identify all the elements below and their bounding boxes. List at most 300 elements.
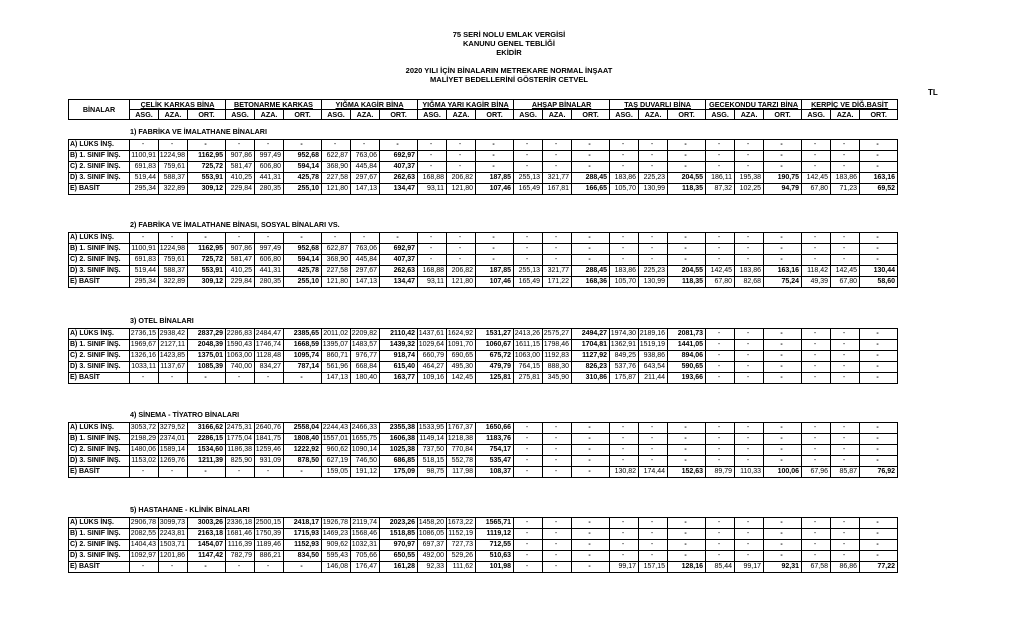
table-cell: 1531,27 — [476, 329, 514, 340]
table-cell: - — [639, 255, 668, 266]
table-cell: 69,52 — [860, 184, 898, 195]
table-cell: 938,86 — [639, 351, 668, 362]
table-cell: 108,37 — [476, 467, 514, 478]
table-cell: 1974,30 — [610, 329, 639, 340]
table-cell: - — [322, 233, 351, 244]
table-cell: - — [764, 233, 802, 244]
table-cell: 1095,74 — [284, 351, 322, 362]
table-cell: 109,16 — [418, 373, 447, 384]
table-cell: 479,79 — [476, 362, 514, 373]
table-cell: - — [226, 562, 255, 573]
table-cell: - — [802, 351, 831, 362]
table-cell: - — [130, 562, 159, 573]
table-cell: 121,80 — [322, 184, 351, 195]
table-cell: 225,23 — [639, 266, 668, 277]
table-cell: 686,85 — [380, 456, 418, 467]
table-cell: - — [514, 140, 543, 151]
table-cell: 1673,22 — [447, 518, 476, 529]
table-cell: - — [668, 456, 706, 467]
table-cell: 1032,31 — [351, 540, 380, 551]
header-subcolumn: ASG. — [418, 110, 447, 120]
row-label: A) LÜKS İNŞ. — [69, 329, 130, 340]
table-cell: - — [764, 362, 802, 373]
table-cell: 288,45 — [572, 173, 610, 184]
table-cell: 691,83 — [130, 162, 159, 173]
section-title: 5) HASTAHANE - KLİNİK BİNALARI — [130, 505, 250, 514]
table-cell: - — [735, 233, 764, 244]
table-cell: 85,87 — [831, 467, 860, 478]
table-cell: 1926,78 — [322, 518, 351, 529]
table-cell: - — [860, 244, 898, 255]
table-cell: - — [735, 434, 764, 445]
table-row — [69, 340, 898, 351]
table-cell: - — [418, 255, 447, 266]
table-cell: - — [706, 233, 735, 244]
table-cell: 2484,47 — [255, 329, 284, 340]
table-cell: 229,84 — [226, 184, 255, 195]
header-subcolumn: AZA. — [351, 110, 380, 120]
table-cell: - — [543, 467, 572, 478]
table-cell: 1746,74 — [255, 340, 284, 351]
table-cell: - — [831, 362, 860, 373]
table-cell: - — [860, 233, 898, 244]
table-cell: 1060,67 — [476, 340, 514, 351]
table-cell: 410,25 — [226, 266, 255, 277]
table-cell: - — [764, 373, 802, 384]
row-label: C) 2. SINIF İNŞ. — [69, 162, 130, 173]
table-cell: 295,34 — [130, 277, 159, 288]
table-cell: - — [514, 423, 543, 434]
table-cell: - — [610, 445, 639, 456]
table-cell: 740,00 — [226, 362, 255, 373]
table-cell: - — [572, 467, 610, 478]
row-label: E) BASİT — [69, 184, 130, 195]
table-cell: - — [610, 255, 639, 266]
table-cell: 1611,15 — [514, 340, 543, 351]
table-cell: 1326,16 — [130, 351, 159, 362]
table-cell: 561,96 — [322, 362, 351, 373]
table-cell: 1568,46 — [351, 529, 380, 540]
table-cell: 191,12 — [351, 467, 380, 478]
table-cell: 152,63 — [668, 467, 706, 478]
table-cell: 1153,02 — [130, 456, 159, 467]
table-cell: 1808,40 — [284, 434, 322, 445]
table-cell: - — [514, 151, 543, 162]
table-cell: - — [831, 423, 860, 434]
header-subcolumn: ASG. — [226, 110, 255, 120]
table-cell: - — [706, 340, 735, 351]
table-cell: - — [610, 551, 639, 562]
table-cell: 183,86 — [610, 266, 639, 277]
table-cell: - — [639, 434, 668, 445]
table-cell: - — [543, 456, 572, 467]
table-row — [69, 518, 898, 529]
table-cell: 594,14 — [284, 255, 322, 266]
table-cell: 2286,83 — [226, 329, 255, 340]
table-cell: 94,79 — [764, 184, 802, 195]
table-cell: 147,13 — [351, 277, 380, 288]
table-cell: - — [860, 362, 898, 373]
table-cell: 297,67 — [351, 266, 380, 277]
row-label: E) BASİT — [69, 277, 130, 288]
table-cell: 183,86 — [831, 173, 860, 184]
table-cell: - — [706, 373, 735, 384]
table-cell: - — [610, 140, 639, 151]
table-cell: 1590,43 — [226, 340, 255, 351]
table-cell: 195,38 — [735, 173, 764, 184]
table-cell: 737,50 — [418, 445, 447, 456]
table-cell: - — [226, 233, 255, 244]
table-cell: - — [668, 151, 706, 162]
table-cell: 519,44 — [130, 173, 159, 184]
table-cell: - — [543, 540, 572, 551]
table-cell: 130,82 — [610, 467, 639, 478]
table-cell: - — [860, 551, 898, 562]
table-cell: - — [802, 551, 831, 562]
table-cell: 763,06 — [351, 151, 380, 162]
table-cell: 1533,95 — [418, 423, 447, 434]
header-group: GECEKONDU TARZI BİNA — [706, 100, 802, 110]
table-cell: 89,79 — [706, 467, 735, 478]
table-cell: 121,80 — [447, 277, 476, 288]
table-cell: - — [802, 151, 831, 162]
table-cell: 321,77 — [543, 173, 572, 184]
table-cell: - — [284, 140, 322, 151]
table-cell: 2475,31 — [226, 423, 255, 434]
table-cell: 186,11 — [706, 173, 735, 184]
table-cell: - — [130, 140, 159, 151]
table-cell: - — [735, 151, 764, 162]
table-cell: 668,84 — [351, 362, 380, 373]
table-cell: - — [860, 351, 898, 362]
header-group: ÇELİK KARKAS BİNA — [130, 100, 226, 110]
table-cell: 67,96 — [802, 467, 831, 478]
table-cell: 759,61 — [159, 255, 188, 266]
table-cell: 537,76 — [610, 362, 639, 373]
table-cell: 878,50 — [284, 456, 322, 467]
table-cell: 1704,81 — [572, 340, 610, 351]
table-cell: - — [802, 434, 831, 445]
table-cell: 187,85 — [476, 266, 514, 277]
table-cell: - — [802, 529, 831, 540]
table-cell: - — [802, 233, 831, 244]
table-cell: 2906,78 — [130, 518, 159, 529]
table-cell: 2244,43 — [322, 423, 351, 434]
table-cell: 117,98 — [447, 467, 476, 478]
section-table — [68, 139, 898, 195]
table-cell: 1469,23 — [322, 529, 351, 540]
table-cell: 1439,32 — [380, 340, 418, 351]
table-cell: 2189,16 — [639, 329, 668, 340]
table-cell: - — [543, 151, 572, 162]
table-cell: 759,61 — [159, 162, 188, 173]
table-cell: 1218,38 — [447, 434, 476, 445]
table-row — [69, 255, 898, 266]
table-row — [69, 562, 898, 573]
table-cell: 976,77 — [351, 351, 380, 362]
table-cell: - — [831, 434, 860, 445]
table-cell: 1201,86 — [159, 551, 188, 562]
table-cell: 118,35 — [668, 277, 706, 288]
table-cell: 92,31 — [764, 562, 802, 573]
table-cell: - — [831, 340, 860, 351]
table-row — [69, 373, 898, 384]
table-cell: - — [188, 233, 226, 244]
table-cell: 183,86 — [610, 173, 639, 184]
table-cell: 1224,98 — [159, 244, 188, 255]
table-cell: - — [380, 140, 418, 151]
table-cell: 1224,98 — [159, 151, 188, 162]
table-cell: 2119,74 — [351, 518, 380, 529]
table-cell: - — [860, 329, 898, 340]
header-subcolumn: AZA. — [639, 110, 668, 120]
table-row — [69, 540, 898, 551]
table-cell: 1798,46 — [543, 340, 572, 351]
table-cell: 85,44 — [706, 562, 735, 573]
table-cell: 142,45 — [447, 373, 476, 384]
row-label: C) 2. SINIF İNŞ. — [69, 445, 130, 456]
table-cell: - — [735, 140, 764, 151]
table-cell: 441,31 — [255, 173, 284, 184]
table-cell: - — [764, 518, 802, 529]
header-group: TAŞ DUVARLI BİNA — [610, 100, 706, 110]
table-cell: 3053,72 — [130, 423, 159, 434]
table-cell: 1519,19 — [639, 340, 668, 351]
table-cell: - — [188, 562, 226, 573]
table-cell: - — [514, 540, 543, 551]
table-cell: 204,55 — [668, 266, 706, 277]
table-cell: - — [572, 518, 610, 529]
table-cell: - — [706, 244, 735, 255]
table-row — [69, 233, 898, 244]
table-cell: 1086,05 — [418, 529, 447, 540]
header-subcolumn: AZA. — [447, 110, 476, 120]
table-cell: - — [831, 373, 860, 384]
row-label: C) 2. SINIF İNŞ. — [69, 255, 130, 266]
table-cell: - — [514, 434, 543, 445]
row-label: A) LÜKS İNŞ. — [69, 423, 130, 434]
currency-label: TL — [928, 88, 938, 97]
table-cell: - — [159, 467, 188, 478]
table-cell: - — [668, 529, 706, 540]
table-cell: - — [860, 445, 898, 456]
table-cell: 650,55 — [380, 551, 418, 562]
table-cell: 93,11 — [418, 184, 447, 195]
table-cell: 519,44 — [130, 266, 159, 277]
row-label: B) 1. SINIF İNŞ. — [69, 434, 130, 445]
table-cell: - — [735, 551, 764, 562]
table-cell: - — [610, 540, 639, 551]
table-row — [69, 551, 898, 562]
table-cell: - — [831, 551, 860, 562]
table-cell: - — [831, 244, 860, 255]
table-cell: - — [639, 140, 668, 151]
table-cell: 1775,04 — [226, 434, 255, 445]
table-cell: - — [572, 456, 610, 467]
table-cell: 849,25 — [610, 351, 639, 362]
table-cell: 368,90 — [322, 162, 351, 173]
table-cell: 1841,75 — [255, 434, 284, 445]
table-cell: - — [514, 467, 543, 478]
table-cell: 1655,75 — [351, 434, 380, 445]
table-cell: - — [802, 244, 831, 255]
table-cell: 886,21 — [255, 551, 284, 562]
table-cell: 147,13 — [351, 184, 380, 195]
table-cell: - — [418, 140, 447, 151]
table-cell: 445,84 — [351, 255, 380, 266]
table-cell: 1483,57 — [351, 340, 380, 351]
table-cell: 1085,39 — [188, 362, 226, 373]
table-cell: - — [706, 434, 735, 445]
section-title: 2) FABRİKA VE İMALATHANE BİNASI, SOSYAL BİNALARI VS. — [130, 220, 340, 229]
table-cell: - — [860, 255, 898, 266]
table-cell: - — [764, 329, 802, 340]
table-cell: 1149,14 — [418, 434, 447, 445]
table-cell: 535,47 — [476, 456, 514, 467]
table-cell: - — [831, 255, 860, 266]
table-cell: - — [735, 423, 764, 434]
table-cell: - — [572, 140, 610, 151]
table-cell: 860,71 — [322, 351, 351, 362]
row-label: A) LÜKS İNŞ. — [69, 518, 130, 529]
table-cell: - — [447, 151, 476, 162]
table-cell: - — [764, 340, 802, 351]
table-cell: 894,06 — [668, 351, 706, 362]
table-cell: 159,05 — [322, 467, 351, 478]
table-cell: - — [514, 518, 543, 529]
table-cell: 1715,93 — [284, 529, 322, 540]
table-cell: - — [418, 244, 447, 255]
table-row — [69, 244, 898, 255]
table-cell: - — [764, 162, 802, 173]
row-label: A) LÜKS İNŞ. — [69, 233, 130, 244]
header-subcolumn: ORT. — [476, 110, 514, 120]
table-cell: 410,25 — [226, 173, 255, 184]
table-cell: - — [543, 233, 572, 244]
table-cell: - — [255, 140, 284, 151]
table-cell: 697,37 — [418, 540, 447, 551]
table-cell: 425,78 — [284, 173, 322, 184]
header-subcolumn: ORT. — [764, 110, 802, 120]
table-cell: 553,91 — [188, 173, 226, 184]
table-cell: 2837,29 — [188, 329, 226, 340]
table-cell: - — [572, 551, 610, 562]
table-cell: - — [610, 434, 639, 445]
table-cell: 407,37 — [380, 162, 418, 173]
table-cell: 67,58 — [802, 562, 831, 573]
table-cell: - — [764, 351, 802, 362]
table-cell: 163,16 — [764, 266, 802, 277]
row-label: D) 3. SINIF İNŞ. — [69, 362, 130, 373]
table-cell: 2209,82 — [351, 329, 380, 340]
table-cell: 725,72 — [188, 162, 226, 173]
table-cell: - — [860, 540, 898, 551]
table-cell: 1152,93 — [284, 540, 322, 551]
header-subcolumn: ORT. — [284, 110, 322, 120]
table-cell: 1375,01 — [188, 351, 226, 362]
table-cell: - — [572, 423, 610, 434]
table-cell: - — [610, 423, 639, 434]
row-label: E) BASİT — [69, 467, 130, 478]
table-cell: 1162,95 — [188, 244, 226, 255]
table-cell: - — [543, 162, 572, 173]
table-cell: 2418,17 — [284, 518, 322, 529]
table-cell: 2336,18 — [226, 518, 255, 529]
table-cell: 176,47 — [351, 562, 380, 573]
header-subcolumn: ASG. — [514, 110, 543, 120]
table-cell: 1063,00 — [226, 351, 255, 362]
table-cell: - — [284, 562, 322, 573]
table-cell: 1090,14 — [351, 445, 380, 456]
table-cell: - — [706, 518, 735, 529]
table-cell: 175,09 — [380, 467, 418, 478]
table-cell: - — [764, 140, 802, 151]
table-cell: - — [639, 244, 668, 255]
table-cell: - — [764, 151, 802, 162]
table-cell: - — [572, 255, 610, 266]
table-cell: 2198,29 — [130, 434, 159, 445]
table-cell: 98,75 — [418, 467, 447, 478]
table-row — [69, 529, 898, 540]
table-cell: 166,65 — [572, 184, 610, 195]
table-cell: 3099,73 — [159, 518, 188, 529]
table-cell: - — [447, 255, 476, 266]
section-title: 3) OTEL BİNALARI — [130, 316, 194, 325]
table-cell: - — [514, 162, 543, 173]
table-cell: 825,90 — [226, 456, 255, 467]
table-cell: - — [476, 140, 514, 151]
table-cell: - — [764, 244, 802, 255]
table-cell: - — [543, 562, 572, 573]
header-subcolumn: AZA. — [159, 110, 188, 120]
table-cell: 909,62 — [322, 540, 351, 551]
table-cell: 2494,27 — [572, 329, 610, 340]
table-cell: - — [418, 162, 447, 173]
table-cell: - — [639, 529, 668, 540]
table-cell: 142,45 — [802, 173, 831, 184]
table-cell: - — [706, 456, 735, 467]
table-cell: 2355,38 — [380, 423, 418, 434]
table-cell: 280,35 — [255, 277, 284, 288]
table-cell: 288,45 — [572, 266, 610, 277]
table-cell: 660,79 — [418, 351, 447, 362]
doc-title-line5: MALİYET BEDELLERİNİ GÖSTERİR CETVEL — [430, 75, 588, 84]
table-cell: - — [831, 540, 860, 551]
table-cell: 888,30 — [543, 362, 572, 373]
table-cell: 76,92 — [860, 467, 898, 478]
row-label: B) 1. SINIF İNŞ. — [69, 244, 130, 255]
table-cell: - — [130, 373, 159, 384]
table-cell: 782,79 — [226, 551, 255, 562]
table-cell: - — [572, 540, 610, 551]
table-cell: 1128,48 — [255, 351, 284, 362]
row-label: B) 1. SINIF İNŞ. — [69, 529, 130, 540]
table-cell: - — [418, 151, 447, 162]
table-cell: 425,78 — [284, 266, 322, 277]
table-cell: 146,08 — [322, 562, 351, 573]
table-cell: 255,10 — [284, 184, 322, 195]
table-cell: - — [706, 351, 735, 362]
table-cell: 1116,39 — [226, 540, 255, 551]
table-cell: 255,13 — [514, 173, 543, 184]
table-cell: 168,88 — [418, 173, 447, 184]
table-cell: - — [860, 434, 898, 445]
table-cell: - — [706, 255, 735, 266]
table-cell: - — [831, 445, 860, 456]
table-cell: 1589,14 — [159, 445, 188, 456]
table-cell: - — [514, 445, 543, 456]
table-cell: - — [860, 151, 898, 162]
